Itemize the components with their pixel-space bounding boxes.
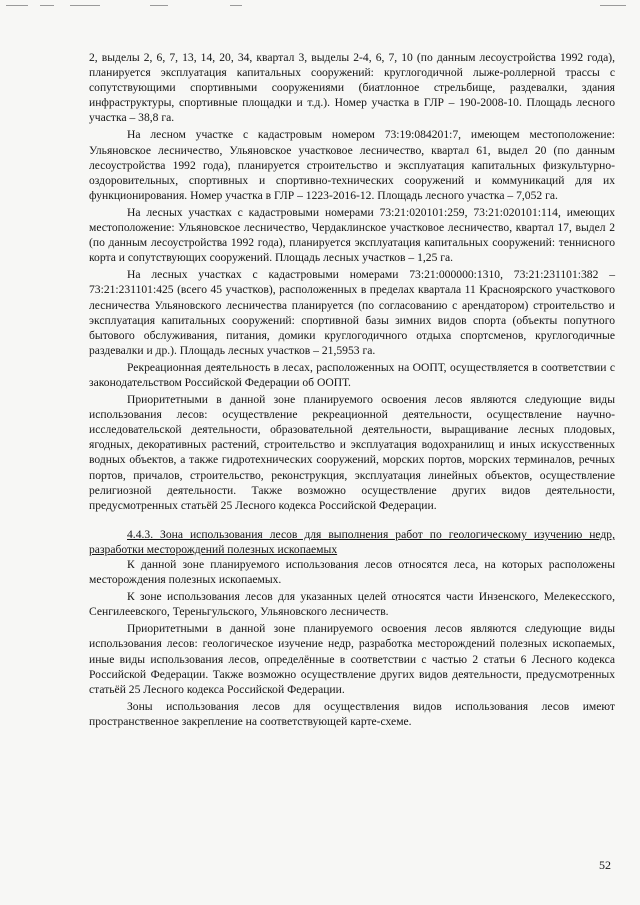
scan-mark [70, 5, 100, 6]
paragraph-continuation: 2, выделы 2, 6, 7, 13, 14, 20, 34, квартал 3, выделы 2-4, 6, 7, 10 (по данным лесоустройства 1992 года), планируется эксплуатация капитальных сооружений: круглогодичной лыже-роллерной трассы с сопутствующими спортивными сооружениями (биатлонное стрельбище, раздевалки, здания инфраструктуры, спортивные площадки и т.д.). Номер участка в ГЛР – 190-2008-10. Площадь лесного участка – 38,8 га. [89, 51, 615, 125]
paragraph: К данной зоне планируемого использования лесов относятся леса, на которых расположены месторождения полезных ископаемых. [89, 558, 615, 587]
scan-mark [6, 5, 28, 6]
paragraph: Рекреационная деятельность в лесах, расположенных на ООПТ, осуществляется в соответствии с законодательством Российской Федерации об ООПТ. [89, 360, 615, 389]
scan-mark [230, 5, 242, 6]
paragraph: На лесных участках с кадастровыми номерами 73:21:020101:259, 73:21:020101:114, имеющих местоположение: Ульяновское лесничество, Чердаклинское участковое лесничество, квартал 17, выдел 2 (по данным лесоустройства 1992 года), планируется эксплуатация капитальных сооружений: теннисного корта и сопутствующих сооружений. Площадь лесных участков – 1,25 га. [89, 205, 615, 265]
document-body [89, 50, 615, 731]
page-number: 52 [599, 858, 611, 872]
paragraph: Приоритетными в данной зоне планируемого освоения лесов являются следующие виды использования лесов: геологическое изучение недр, разработка месторождений полезных ископаемых, иные виды использования лесов, определённые в соответствии с частью 2 статьи 6 Лесного кодекса Российской Федерации. Также возможно осуществление других видов деятельности, предусмотренных статьёй 25 Лесного кодекса Российской Федерации. [89, 622, 615, 696]
paragraph: На лесных участках с кадастровыми номерами 73:21:000000:1310, 73:21:231101:382 – 73:21:231101:425 (всего 45 участков), расположенных в пределах квартала 11 Красноярского участкового лесничества Ульяновского лесничества планируется (по согласованию с арендатором) строительство и эксплуатация капитальных сооружений: спортивной базы зимних видов спорта (объекты попутного бытового обслуживания, питания, домики круглогодичного отдыха спортсменов, круглогодичные раздевалки и др.). Площадь лесных участков – 21,5953 га. [89, 268, 615, 357]
section-heading [89, 527, 615, 557]
scan-mark [150, 5, 168, 6]
paragraph: К зоне использования лесов для указанных целей относятся части Инзенского, Мелекесского, Сенгилеевского, Тереньгульского, Ульяновского лесничеств. [89, 590, 615, 619]
paragraph: Зоны использования лесов для осуществления видов использования лесов имеют пространственное закрепление на соответствующей карте-схеме. [89, 699, 615, 728]
section-heading-text: 4.4.3. Зона использования лесов для выполнения работ по геологическому изучению недр, разработки месторождений полезных ископаемых [89, 527, 615, 556]
scan-mark [600, 5, 626, 6]
paragraph: На лесном участке с кадастровым номером 73:19:084201:7, имеющем местоположение: Ульяновское лесничество, Ульяновское участковое лесничество, квартал 61, выдел 20 (по данным лесоустройства 1992 года), планируется строительство и эксплуатация капитальных физкультурно-оздоровительных, спортивных и спортивно-технических сооружений и коммуникаций для их функционирования. Номер участка в ГЛР – 1223-2016-12. Площадь лесного участка – 7,052 га. [89, 128, 615, 202]
scan-mark [40, 5, 54, 6]
paragraph: Приоритетными в данной зоне планируемого освоения лесов являются следующие виды использования лесов: осуществление рекреационной деятельности, осуществление научно-исследовательской деятельности, образовательной деятельности, выращивание лесных плодовых, ягодных, декоративных растений, строительство и эксплуатация водохранилищ и иных искусственных водных объектов, а также гидротехнических сооружений, морских портов, морских терминалов, речных портов, причалов, строительство, реконструкция, эксплуатация линейных объектов, осуществление религиозной деятельности. Также возможно осуществление других видов деятельности, предусмотренных статьёй 25 Лесного кодекса Российской Федерации. [89, 393, 615, 512]
scan-artifact-top-edge [0, 0, 640, 14]
